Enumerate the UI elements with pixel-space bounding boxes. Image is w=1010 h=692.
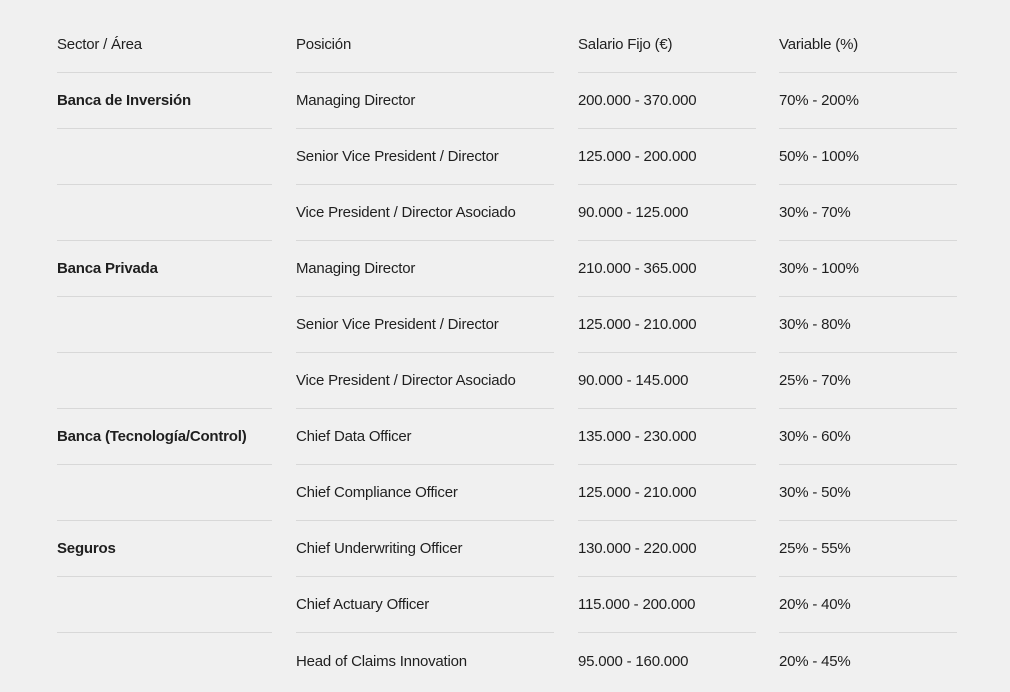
cell-variable: 50% - 100% (779, 129, 957, 185)
cell-position: Chief Compliance Officer (296, 465, 554, 521)
cell-position: Managing Director (296, 73, 554, 129)
cell-position: Chief Actuary Officer (296, 577, 554, 633)
table-row (57, 521, 957, 577)
table-row (57, 241, 957, 297)
cell-salary: 125.000 - 210.000 (578, 297, 756, 353)
cell-position: Senior Vice President / Director (296, 297, 554, 353)
table-row (57, 465, 957, 521)
table-row (57, 73, 957, 129)
cell-sector: Seguros (57, 521, 272, 577)
cell-salary: 200.000 - 370.000 (578, 73, 756, 129)
cell-variable: 30% - 70% (779, 185, 957, 241)
header-position: Posición (296, 17, 554, 73)
cell-salary: 125.000 - 200.000 (578, 129, 756, 185)
cell-sector: Banca (Tecnología/Control) (57, 409, 272, 465)
cell-sector: Banca Privada (57, 241, 272, 297)
cell-sector (57, 129, 272, 185)
cell-variable: 30% - 50% (779, 465, 957, 521)
cell-sector (57, 577, 272, 633)
cell-salary: 125.000 - 210.000 (578, 465, 756, 521)
table-row (57, 409, 957, 465)
cell-variable: 30% - 80% (779, 297, 957, 353)
table-row (57, 297, 957, 353)
table-header (57, 17, 957, 73)
cell-variable: 70% - 200% (779, 73, 957, 129)
salary-table (57, 17, 957, 689)
cell-position: Head of Claims Innovation (296, 652, 467, 670)
cell-variable: 20% - 40% (779, 577, 957, 633)
cell-sector (57, 297, 272, 353)
cell-salary: 210.000 - 365.000 (578, 241, 756, 297)
cell-position: Managing Director (296, 241, 554, 297)
header-sector: Sector / Área (57, 17, 272, 73)
cell-variable: 25% - 70% (779, 353, 957, 409)
cell-salary: 90.000 - 125.000 (578, 185, 756, 241)
cell-position: Senior Vice President / Director (296, 129, 554, 185)
cell-position: Chief Underwriting Officer (296, 521, 554, 577)
cell-position: Vice President / Director Asociado (296, 353, 554, 409)
cell-sector (57, 465, 272, 521)
cell-position: Chief Data Officer (296, 409, 554, 465)
table-row (57, 353, 957, 409)
cell-variable: 30% - 60% (779, 409, 957, 465)
cell-sector (57, 353, 272, 409)
cell-sector (57, 633, 272, 689)
cell-salary: 90.000 - 145.000 (578, 353, 756, 409)
header-salary: Salario Fijo (€) (578, 17, 756, 73)
table-row (57, 185, 957, 241)
cell-salary: 130.000 - 220.000 (578, 521, 756, 577)
cell-salary: 95.000 - 160.000 (578, 652, 689, 670)
table-body (57, 73, 957, 689)
cell-variable: 20% - 45% (779, 652, 851, 670)
cell-variable: 30% - 100% (779, 241, 957, 297)
cell-salary: 135.000 - 230.000 (578, 409, 756, 465)
cell-variable: 25% - 55% (779, 521, 957, 577)
cell-salary: 115.000 - 200.000 (578, 577, 756, 633)
cell-sector (57, 185, 272, 241)
cell-position: Vice President / Director Asociado (296, 185, 554, 241)
table-row (57, 129, 957, 185)
header-variable: Variable (%) (779, 17, 957, 73)
table-row (57, 633, 957, 689)
cell-sector: Banca de Inversión (57, 73, 272, 129)
table-row (57, 577, 957, 633)
